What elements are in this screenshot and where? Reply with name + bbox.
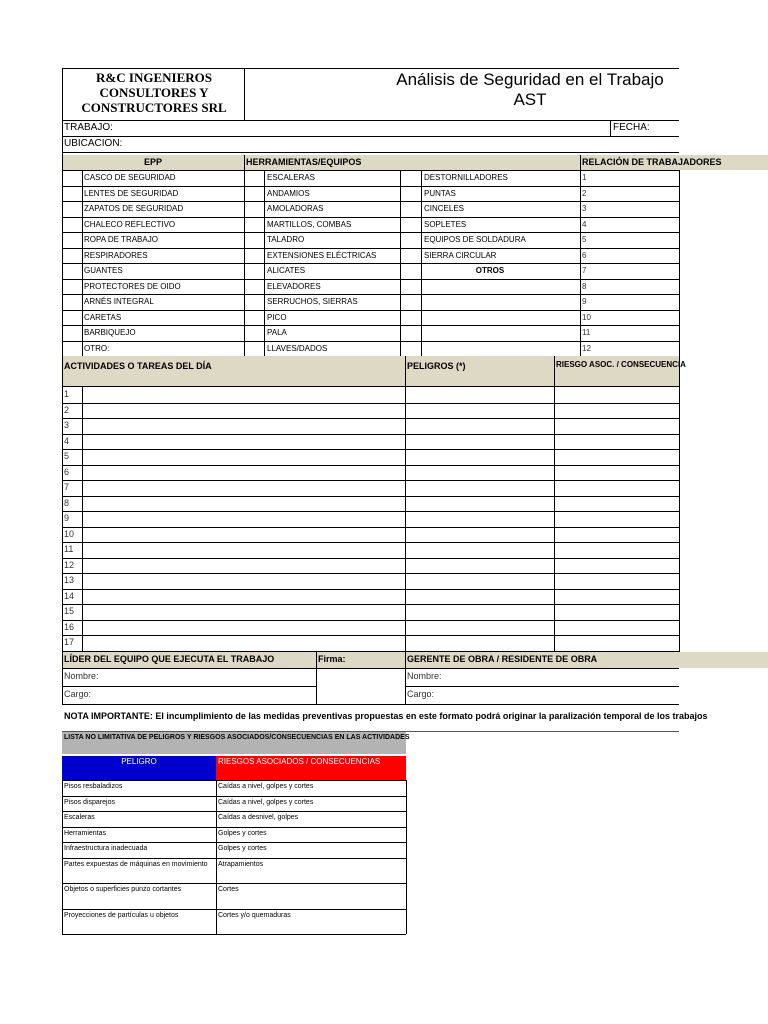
trabajo-label: TRABAJO: (64, 122, 113, 133)
grid-col (264, 170, 265, 356)
activity-number: 5 (64, 451, 70, 461)
tool-item: ALICATES (267, 266, 306, 275)
form-title: Análisis de Seguridad en el Trabajo (396, 70, 664, 89)
actividades-header: ACTIVIDADES O TAREAS DEL DÍA (64, 361, 212, 371)
peligro-cell: Partes expuestas de máquinas en movimiento (64, 860, 208, 868)
activity-number: 2 (64, 404, 70, 415)
grid-col (244, 155, 245, 170)
riesgo-cell: Cortes (218, 885, 239, 893)
activity-number: 3 (64, 420, 70, 430)
activity-row-line (62, 604, 679, 605)
activity-number: 10 (64, 528, 75, 539)
lista-line (62, 811, 406, 812)
lista-col (62, 780, 63, 934)
epp-item: BARBIQUEJO (84, 328, 136, 337)
lista-line (62, 780, 406, 781)
epp-item: CARETAS (84, 312, 122, 322)
peligro-cell: Objetos o superficies punzo cortantes (64, 885, 182, 893)
tool-item: AMOLADORAS (267, 204, 324, 213)
epp-header: EPP (143, 157, 162, 167)
activity-number: 6 (64, 466, 70, 477)
grid-col (62, 170, 63, 356)
riesgos-col-header: RIESGOS ASOCIADOS / CONSECUENCIAS (218, 757, 381, 766)
riesgo-cell: Caídas a nivel, golpes y cortes (218, 798, 314, 806)
grid-line (62, 186, 679, 187)
epp-item: ARNÉS INTEGRAL (84, 297, 154, 306)
tool-item: MARTILLOS, COMBAS (267, 219, 352, 229)
activity-row-line (62, 511, 679, 512)
peligro-cell: Proyecciones de partículas u objetos (64, 911, 179, 919)
activity-row-line (62, 589, 679, 590)
activity-row-line (62, 635, 679, 636)
epp-item: CASCO DE SEGURIDAD (84, 173, 176, 182)
epp-item: ROPA DE TRABAJO (84, 235, 158, 244)
activity-number: 7 (64, 482, 70, 492)
tool-item: SERRUCHOS, SIERRAS (267, 297, 358, 306)
tool-item: TALADRO (267, 235, 305, 244)
lista-col (216, 780, 217, 934)
grid-line (62, 217, 679, 218)
grid-col (82, 170, 83, 356)
grid-line (62, 325, 679, 326)
tool-item: SOPLETES (424, 219, 467, 229)
lista-line (62, 858, 406, 859)
worker-number: 1 (582, 173, 587, 182)
lista-line (62, 827, 406, 828)
worker-number: 8 (582, 281, 587, 291)
riesgo-cell: Cortes y/o quemaduras (218, 911, 291, 919)
worker-number: 3 (582, 204, 587, 213)
tool-item: EXTENSIONES ELÉCTRICAS (267, 250, 377, 260)
peligro-cell: Escaleras (64, 814, 95, 821)
firma-label: Firma: (318, 654, 346, 664)
activity-number: 8 (64, 497, 70, 508)
grid-line (62, 279, 679, 280)
tool-item: ESCALERAS (267, 173, 316, 182)
epp-item: GUANTES (84, 266, 123, 275)
worker-number: 10 (582, 312, 591, 322)
grid-line (62, 263, 679, 264)
activity-num-col (82, 387, 83, 651)
riesgo-cell: Caídas a desnivel, golpes (218, 814, 299, 821)
lista-line (62, 883, 406, 884)
activity-number: 17 (64, 637, 75, 647)
activity-number: 1 (64, 389, 70, 399)
activity-row-line (62, 449, 679, 450)
epp-item: ZAPATOS DE SEGURIDAD (84, 204, 184, 213)
activity-number: 12 (64, 559, 75, 570)
tool-item: PALA (267, 328, 287, 337)
grid-line (62, 310, 679, 311)
tool-item: ELEVADORES (267, 281, 321, 291)
riesgo-cell: Golpes y cortes (218, 829, 267, 837)
worker-number: 9 (582, 297, 587, 306)
activity-row-line (62, 496, 679, 497)
lista-line (62, 796, 406, 797)
ubicacion-label: UBICACION: (64, 138, 123, 149)
peligro-cell: Herramientas (64, 829, 107, 837)
peligro-cell: Pisos disparejos (64, 798, 115, 806)
grid-line (62, 201, 679, 202)
activity-row-line (62, 620, 679, 621)
relacion-header: RELACIÓN DE TRABAJADORES (582, 157, 722, 167)
gerente-nombre-label: Nombre: (407, 671, 442, 681)
peligro-cell: Infraestructura inadecuada (64, 845, 148, 852)
grid-line (62, 232, 679, 233)
activity-number: 14 (64, 590, 75, 601)
lider-cargo-label: Cargo: (64, 689, 92, 699)
tool-item: PICO (267, 312, 287, 322)
herramientas-header: HERRAMIENTAS/EQUIPOS (246, 157, 362, 167)
riesgo-cell: Golpes y cortes (218, 845, 267, 852)
activity-number: 11 (64, 544, 74, 554)
lista-line (62, 934, 406, 935)
grid-line (62, 341, 679, 342)
epp-item: OTRO: (84, 343, 110, 353)
lista-col (406, 780, 407, 934)
grid-col (580, 170, 581, 356)
tool-item: EQUIPOS DE SOLDADURA (424, 235, 526, 244)
grid-col (244, 170, 245, 356)
activity-number: 15 (64, 606, 75, 616)
company-name: R&C INGENIEROS CONSULTORES Y CONSTRUCTORES SRL (81, 70, 227, 115)
worker-number: 5 (582, 235, 587, 244)
peligro-cell: Pisos resbaladizos (64, 783, 123, 790)
tool-item: ANDAMIOS (267, 188, 310, 198)
activity-row-line (62, 418, 679, 419)
riesgo-cell: Caídas a nivel, golpes y cortes (218, 783, 314, 790)
epp-item: RESPIRADORES (84, 250, 148, 260)
activity-row-line (62, 573, 679, 574)
tool-item: LLAVES/DADOS (267, 343, 328, 353)
otros-label: OTROS (475, 266, 505, 275)
gerente-cargo-label: Cargo: (407, 689, 435, 699)
activity-number: 16 (64, 621, 75, 632)
activity-row-line (62, 465, 679, 466)
tool-item: CINCELES (424, 204, 465, 213)
epp-item: PROTECTORES DE OIDO (84, 281, 181, 291)
gerente-label: GERENTE DE OBRA / RESIDENTE DE OBRA (407, 654, 598, 664)
tool-item: PUNTAS (424, 188, 456, 198)
grid-col (62, 152, 63, 170)
grid-line (62, 294, 679, 295)
activity-row-line (62, 558, 679, 559)
riesgo-header: RIESGO ASOC. / CONSECUENCIA (556, 360, 686, 369)
grid-col (421, 170, 422, 356)
peligros-header: PELIGROS (*) (407, 361, 466, 371)
activity-row-line (62, 527, 679, 528)
worker-number: 7 (582, 266, 587, 275)
epp-item: LENTES DE SEGURIDAD (84, 188, 179, 198)
fecha-label: FECHA: (613, 122, 650, 133)
tool-item: DESTORNILLADORES (424, 173, 508, 182)
lider-nombre-label: Nombre: (64, 671, 99, 681)
worker-number: 4 (582, 219, 587, 229)
grid-col (679, 170, 680, 356)
lista-line (62, 909, 406, 910)
form-subtitle: AST (513, 90, 547, 109)
activity-row-line (62, 480, 679, 481)
activity-number: 4 (64, 435, 70, 446)
grid-line (62, 248, 679, 249)
tool-item: SIERRA CIRCULAR (424, 250, 497, 260)
lista-line (62, 842, 406, 843)
activity-row-line (62, 403, 679, 404)
lista-title: LISTA NO LIMITATIVA DE PELIGROS Y RIESGOS ASOCIADOS/CONSECUENCIAS EN LAS ACTIVIDADES (64, 734, 410, 741)
lider-label: LÍDER DEL EQUIPO QUE EJECUTA EL TRABAJO (64, 654, 275, 664)
epp-item: CHALECO REFLECTIVO (84, 219, 176, 229)
activity-row-line (62, 434, 679, 435)
grid-line (62, 170, 679, 171)
activity-number: 13 (64, 575, 75, 585)
activity-row-line (62, 542, 679, 543)
worker-number: 12 (582, 343, 591, 353)
riesgo-cell: Atrapamientos (218, 860, 264, 868)
grid-col (580, 155, 581, 170)
worker-number: 2 (582, 188, 587, 198)
activity-number: 9 (64, 513, 70, 523)
worker-number: 6 (582, 250, 587, 260)
grid-col (400, 170, 401, 356)
peligro-col-header: PELIGRO (121, 757, 157, 766)
worker-number: 11 (582, 328, 591, 337)
nota-importante: NOTA IMPORTANTE: El incumplimiento de las medidas preventivas propuestas en este formato podrá originar la paralización temporal de los trabajos (64, 711, 708, 721)
